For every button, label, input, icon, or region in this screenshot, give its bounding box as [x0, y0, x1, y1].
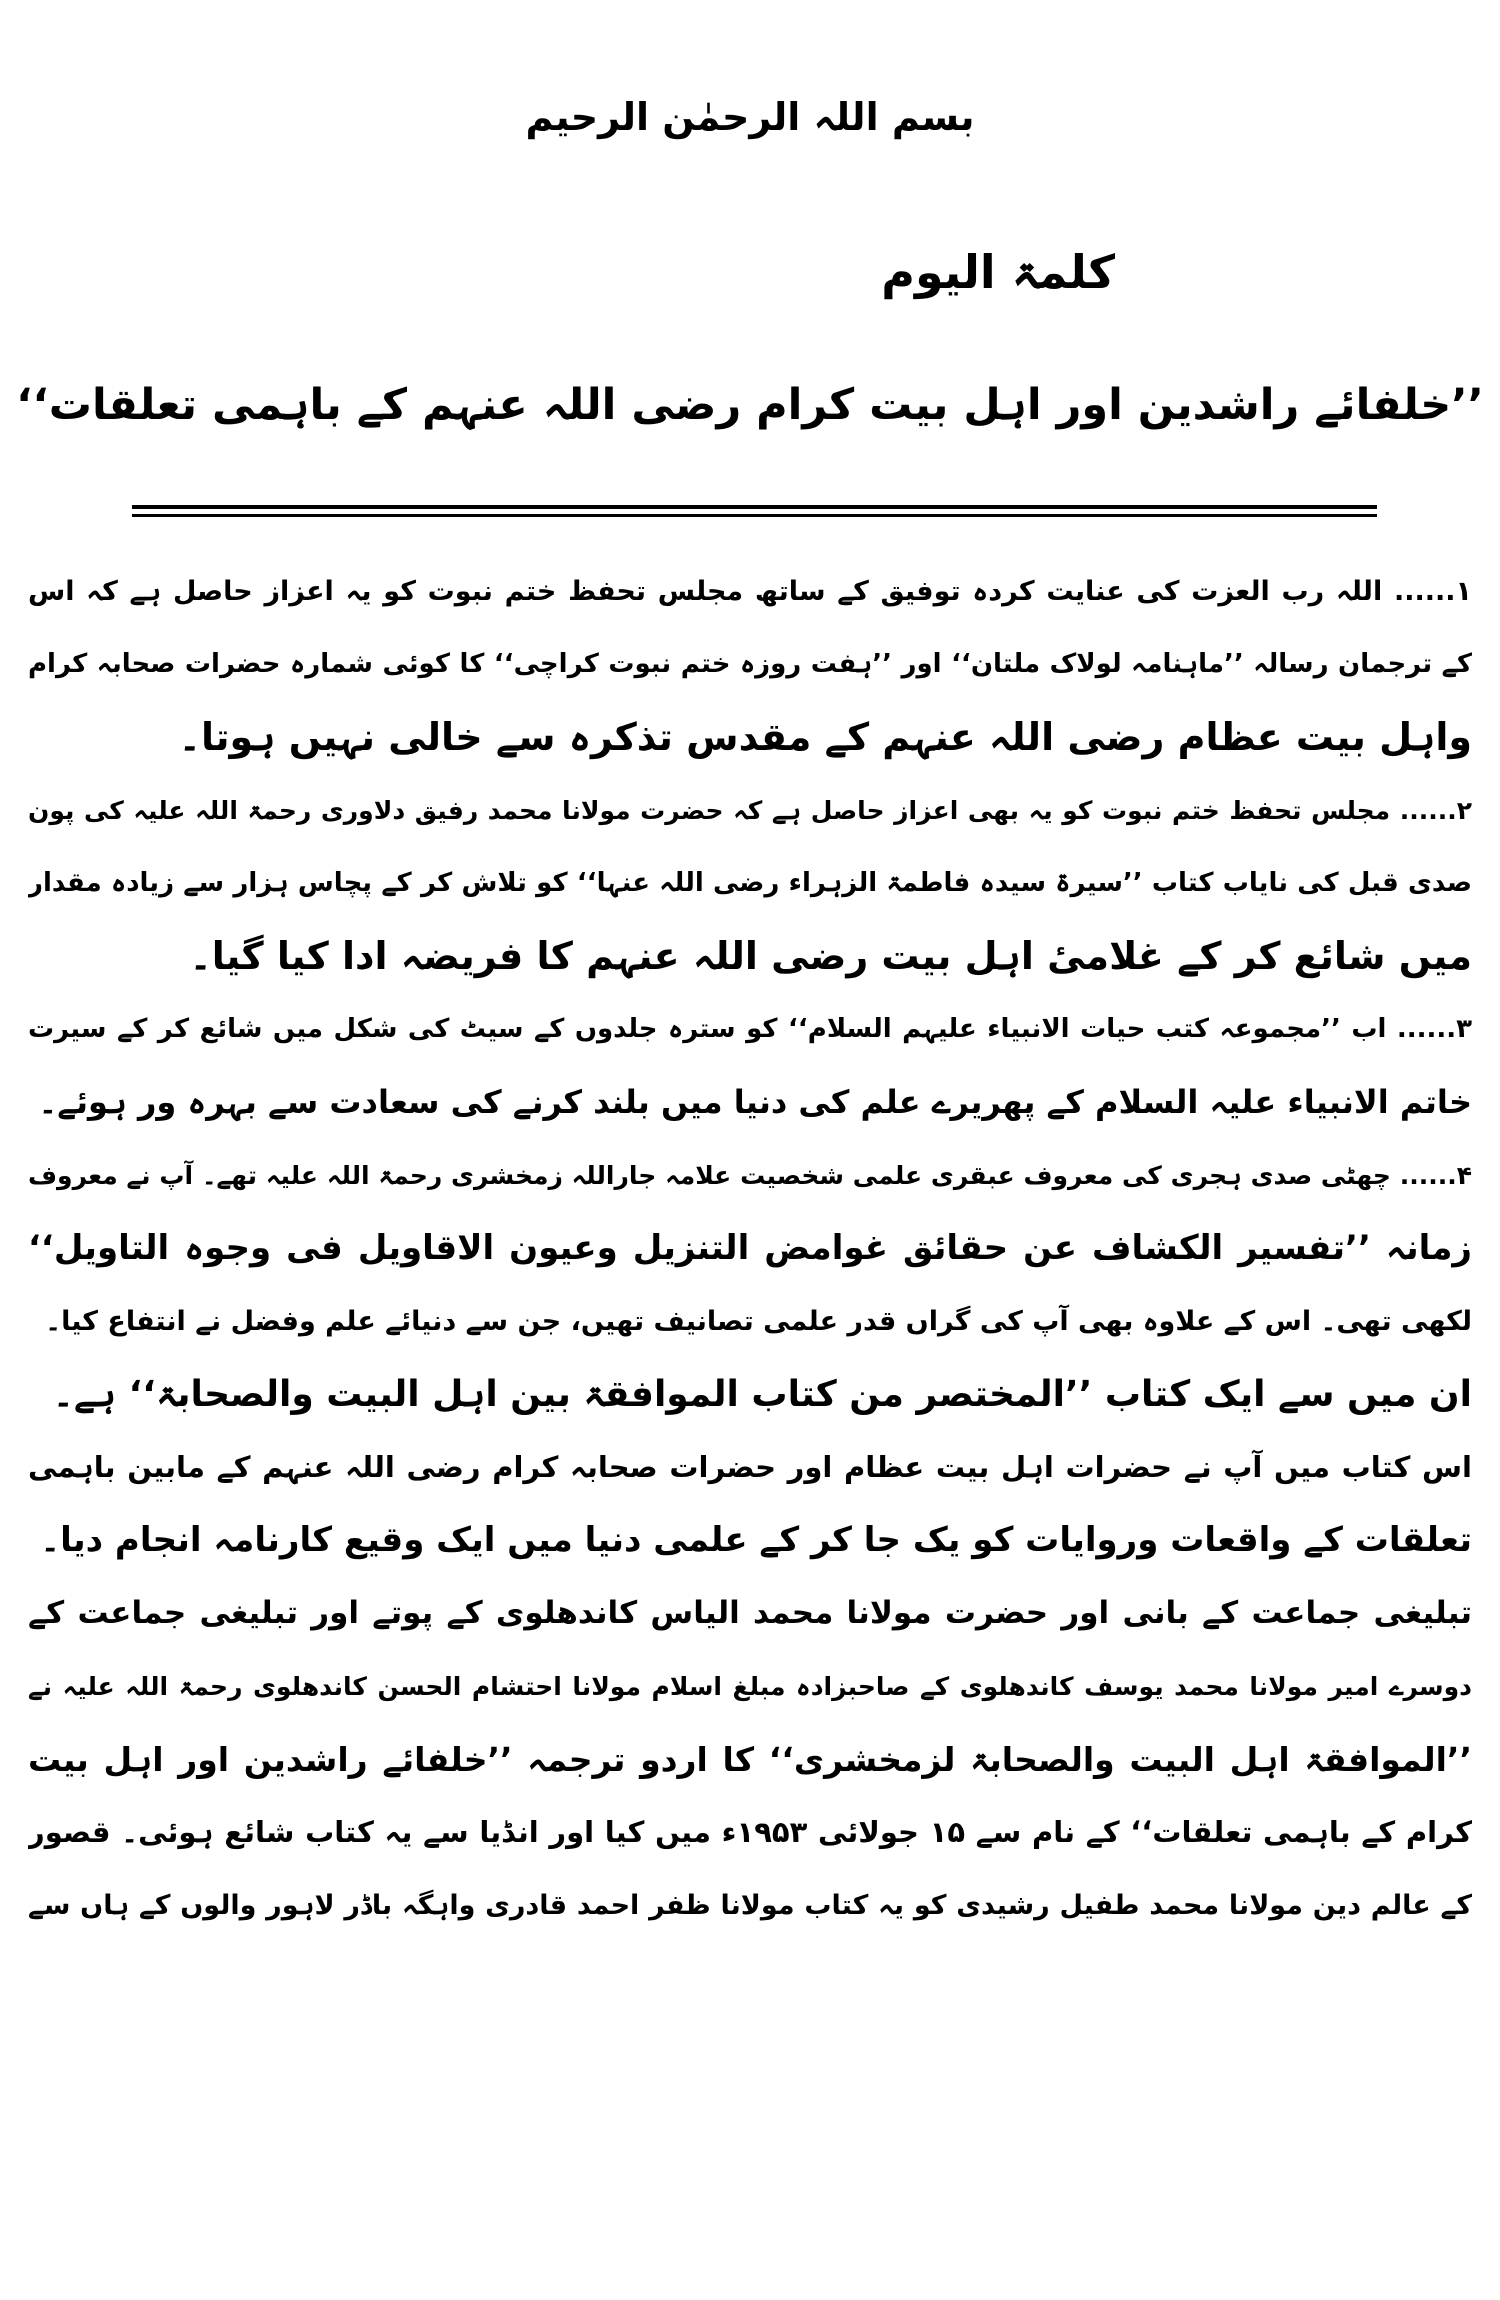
text-line: لکھی تھی۔ اس کے علاوہ بھی آپ کی گراں قدر علمی تصانیف تھیں، جن سے دنیائے علم وفضل نے انتفاع کیا۔	[45, 1306, 1472, 1337]
text-line: میں شائع کر کے غلامیٔ اہل بیت رضی اللہ عنہم کا فریضہ ادا کیا گیا۔	[189, 934, 1472, 978]
title-underline-divider	[132, 505, 1377, 517]
text-line: ۴...... چھٹی صدی ہجری کی معروف عبقری علمی شخصیت علامہ جاراللہ زمخشری رحمۃ اللہ علیہ تھے۔ آپ نے معروف	[28, 1161, 1472, 1190]
text-line: تعلقات کے واقعات وروایات کو یک جا کر کے علمی دنیا میں ایک وقیع کارنامہ انجام دیا۔	[40, 1520, 1472, 1560]
section-label: کلمۃ الیوم	[881, 245, 1115, 299]
text-line: ان میں سے ایک کتاب ’’المختصر من کتاب الموافقۃ بین اہل البیت والصحابۃ‘‘ ہے۔	[52, 1374, 1472, 1415]
text-line: صدی قبل کی نایاب کتاب ’’سیرۃ سیدہ فاطمۃ الزہراء رضی اللہ عنہا‘‘ کو تلاش کر کے پچاس ہزار سے زیادہ مقدار	[28, 868, 1472, 898]
page-title: ’’خلفائے راشدین اور اہل بیت کرام رضی اللہ عنہم کے باہمی تعلقات‘‘	[16, 380, 1484, 430]
text-line: کرام کے باہمی تعلقات‘‘ کے نام سے ۱۵ جولائی ۱۹۵۳ء میں کیا اور انڈیا سے یہ کتاب شائع ہوئی۔ قصور	[28, 1815, 1472, 1849]
text-line: اس کتاب میں آپ نے حضرات اہل بیت عظام اور حضرات صحابہ کرام رضی اللہ عنہم کے مابین باہمی	[28, 1450, 1472, 1484]
text-line: ’’الموافقۃ اہل البیت والصحابۃ لزمخشری‘‘ کا اردو ترجمہ ’’خلفائے راشدین اور اہل بیت	[28, 1740, 1472, 1779]
text-line: کے ترجمان رسالہ ’’ماہنامہ لولاک ملتان‘‘ اور ’’ہفت روزہ ختم نبوت کراچی‘‘ کا کوئی شمارہ حضرات صحابہ کرام	[28, 649, 1472, 679]
text-line: ۱...... اللہ رب العزت کی عنایت کردہ توفیق کے ساتھ مجلس تحفظ ختم نبوت کو یہ اعزاز حاصل ہے کہ اس	[28, 576, 1472, 607]
text-line: خاتم الانبیاء علیہ السلام کے پھریرے علم کی دنیا میں بلند کرنے کی سعادت سے بہرہ ور ہوئے۔	[38, 1083, 1472, 1121]
body-text	[28, 555, 1472, 1942]
text-line: زمانہ ’’تفسیر الکشاف عن حقائق غوامض التنزیل وعیون الاقاویل فی وجوہ التاویل‘‘	[28, 1228, 1472, 1268]
text-line: واہل بیت عظام رضی اللہ عنہم کے مقدس تذکرہ سے خالی نہیں ہوتا۔	[178, 715, 1472, 759]
text-line: ۳...... اب ’’مجموعہ کتب حیات الانبیاء علیہم السلام‘‘ کو سترہ جلدوں کے سیٹ کی شکل میں شائع کر کے سیرت	[28, 1014, 1472, 1044]
text-line: ۲...... مجلس تحفظ ختم نبوت کو یہ بھی اعزاز حاصل ہے کہ حضرت مولانا محمد رفیق دلاوری رحمۃ اللہ علیہ کی پون	[28, 796, 1472, 825]
text-line: کے عالم دین مولانا محمد طفیل رشیدی کو یہ کتاب مولانا ظفر احمد قادری واہگہ باڈر لاہور والوں کے ہاں سے	[28, 1890, 1472, 1921]
bismillah-heading: بسم اللہ الرحمٰن الرحیم	[525, 95, 975, 139]
text-line: تبلیغی جماعت کے بانی اور حضرت مولانا محمد الیاس کاندھلوی کے پوتے اور تبلیغی جماعت کے	[28, 1595, 1472, 1631]
text-line: دوسرے امیر مولانا محمد یوسف کاندھلوی کے صاحبزادہ مبلغ اسلام مولانا احتشام الحسن کاندھلوی رحمۃ اللہ علیہ نے	[28, 1672, 1472, 1701]
